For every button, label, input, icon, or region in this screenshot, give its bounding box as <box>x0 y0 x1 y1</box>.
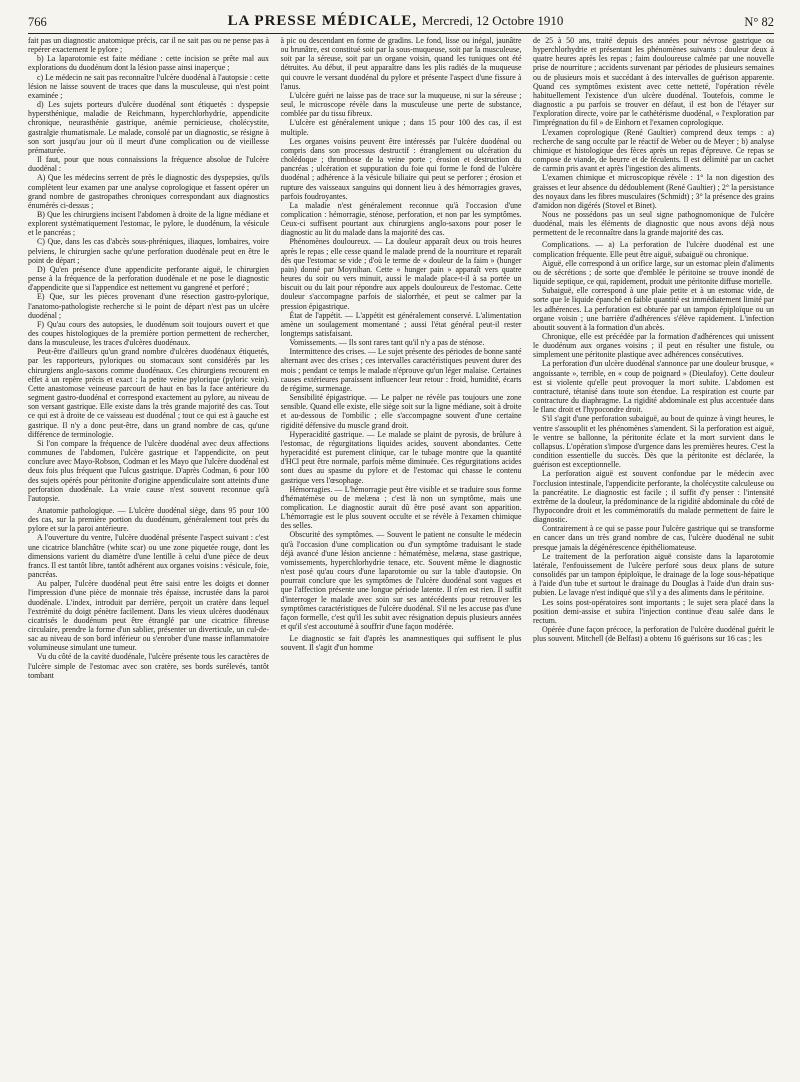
journal-masthead <box>228 13 564 30</box>
paragraph: Nous ne possédons pas un seul signe pathognomonique de l'ulcère duodénal, mais les éléments de diagnostic que nous avons déjà nous permettent de le reconnaître dans la grande majorité des cas. <box>533 209 774 238</box>
paragraph: F) Qu'au cours des autopsies, le duodénum soit toujours ouvert et que des coupes histologiques de la première portion permettent de rechercher, dans la musculeuse, les traces d'ulcères duodénaux. <box>28 319 269 348</box>
paragraph: L'ulcère est généralement unique ; dans 15 pour 100 des cas, il est multiple. <box>280 118 522 137</box>
paragraph: D) Qu'en présence d'une appendicite perforante aiguë, le chirurgien pense à la fréquence de la perforation duodénale et ne pose le diagnostic d'appendicite que si l'appendice est nettement vu gangrené et perforé ; <box>28 264 269 293</box>
paragraph: Il faut, pour que nous connaissions la fréquence absolue de l'ulcère duodénal : <box>28 155 269 174</box>
paragraph: Complications. — a) La perforation de l'ulcère duodénal est une complication fréquente. Elle peut être aiguë, subaiguë ou chronique. <box>533 240 774 259</box>
page-number: 766 <box>28 15 47 29</box>
article-columns <box>28 36 774 1074</box>
paragraph: Hyperacidité gastrique. — Le malade se plaint de pyrosis, de brûlure à l'estomac, de régurgitations liquides acides, souvent abondantes. Cette hyperacidité est purement clinique, car le tubage montre que la quantité d'HCl peut être normale, parfois même diminuée. Ces régurgitations acides sont dues au spasme du pylore et de l'estomac qui chasse le contenu gastrique vers l'œsophage. <box>280 429 522 485</box>
paragraph: Contrairement à ce qui se passe pour l'ulcère gastrique qui se transforme en cancer dans un très grand nombre de cas, l'ulcère duodénal ne subit presque jamais la dégénérescence épithéliomateuse. <box>533 524 774 552</box>
page-header <box>28 6 774 34</box>
journal-title: LA PRESSE MÉDICALE, <box>227 13 418 29</box>
paragraph: Les soins post-opératoires sont importants ; le sujet sera placé dans la position demi-assise et subira l'injection continue d'eau salée dans le rectum. <box>533 597 774 625</box>
paragraph: L'examen chimique et microscopique révèle : 1° la non digestion des graisses et leur absence du dédoublement (René Gaultier) ; 2° la persistance des noyaux dans les fibres musculaires (Schmidt) ; 3° la présence des grains d'amidon non digérés (Stovel et Binet). <box>533 173 774 210</box>
paragraph: c) Le médecin ne sait pas reconnaître l'ulcère duodénal à l'autopsie : cette lésion ne laisse souvent de traces que dans la musculeuse, qui n'est point examinée ; <box>28 72 269 100</box>
paragraph: Opérée d'une façon précoce, la perforation de l'ulcère duodénal guérit le plus souvent. Mitchell (de Belfast) a obtenu 16 guérisons sur 16 cas ; les <box>533 625 774 644</box>
paragraph: Intermittence des crises. — Le sujet présente des périodes de bonne santé alternant avec des crises ; ces intervalles caractéristiques peuvent durer des mois ; pendant ce temps le malade n'éprouve qu'un léger malaise. Certaines causes extérieures paraissent influencer leur retour : froid, humidité, écarts de régime, surmenage. <box>280 347 522 393</box>
paragraph: Au palper, l'ulcère duodénal peut être saisi entre les doigts et donner l'impression d'une pièce de monnaie très épaisse, incrustée dans la paroi duodénale. L'index, introduit par derrière, perçoit un cratère dans lequel l'extrémité du doigt pénètre facilement. Dans les vieux ulcères duodénaux cicatrisés le duodénum peut être étranglé par une cicatrice fibreuse circulaire, prendre la forme d'un sablier, présenter un diverticule, un cul-de-sac au niveau de son bord inférieur ou s'enrober d'une masse inflammatoire volumineuse simulant une tumeur. <box>28 579 269 653</box>
paragraph: La perforation aiguë est souvent confondue par le médecin avec l'occlusion intestinale, l'appendicite perforante, la cholécystite calculeuse ou la pancréatite. Le diagnostic est facile ; il suffit d'y penser : l'intensité extrême de la douleur, la prédominance de la rigidité abdominale du côté de l'hypocondre droit et les commémoratifs du malade permettent de faire le diagnostic. <box>533 469 774 525</box>
paragraph: E) Que, sur les pièces provenant d'une résection gastro-pylorique, l'anatomo-pathologiste recherche si le point de départ n'est pas un ulcère duodénal ; <box>28 292 269 320</box>
paragraph: Phénomènes douloureux. — La douleur apparaît deux ou trois heures après le repas ; elle cesse quand le malade prend de la nourriture et reparaît dès que l'estomac se vide ; d'où le terme de « douleur de la faim » (hunger pain) donné par Moynihan. Cette « hunger pain » apparaît vers quatre heures du soir ou vers minuit, aussi le malade place-t-il à sa portée un biscuit ou du lait pour répondre aux appels douloureux de l'estomac. Cette douleur s'accompagne parfois de sialorrhée, et peut se calmer par la pression épigastrique. <box>280 237 522 311</box>
paragraph: État de l'appétit. — L'appétit est généralement conservé. L'alimentation amène un soulagement momentané ; aussi l'état général peut-il rester longtemps satisfaisant. <box>280 310 522 338</box>
paragraph: L'examen coprologique (René Gaultier) comprend deux temps : a) recherche de sang occulte par le réactif de Weber ou de Meyer ; b) analyse chimique et histologique des fèces après un repas d'épreuve. Ce repas se compose de viande, de beurre et de féculents. Il est délimité par un cachet de carmin pris avant et après l'ingestion des aliments. <box>533 127 774 174</box>
paragraph: Vu du côté de la cavité duodénale, l'ulcère présente tous les caractères de l'ulcère simple de l'estomac avec son cratère, ses bords surélevés, tantôt tombant <box>28 652 269 680</box>
paragraph: L'ulcère guéri ne laisse pas de trace sur la muqueuse, ni sur la séreuse ; seul, le microscope révèle dans la musculeuse une perte de substance, comblée par du tissu fibreux. <box>280 90 522 119</box>
text-column-3 <box>533 36 774 1074</box>
paragraph: A) Que les médecins serrent de près le diagnostic des dyspepsies, qu'ils complètent leur examen par une analyse coprologique et fassent opérer un grand nombre de gastropathes chroniques correspondant aux diagnostics énumérés ci-dessus ; <box>28 173 269 210</box>
paragraph: à pic ou descendant en forme de gradins. Le fond, lisse ou inégal, jaunâtre ou brunâtre, est constitué soit par la sous-muqueuse, soit par la musculeuse, soit par la séreuse, soit par un organe voisin, quand les tuniques ont été détruites. Au début, il peut apparaître dans les plis radiés de la muqueuse qui couvre le versant duodénal du pylore et présente l'aspect d'une fissure à l'anus. <box>280 36 522 91</box>
paragraph: Les organes voisins peuvent être intéressés par l'ulcère duodénal ou compris dans son processus destructif : étranglement ou ulcération du cholédoque ; thrombose de la veine porte ; érosion et destruction du pancréas ; ulcération et suppuration du foie qui forme le fond de l'ulcère duodénal ; adhérence à la vésicule biliaire qui peut se perforer ; érosion et rupture des vaisseaux sanguins qui donnent lieu à des hémorragies graves, parfois foudroyantes. <box>280 136 522 201</box>
paragraph: Le traitement de la perforation aiguë consiste dans la laparotomie latérale, l'enfouissement de l'ulcère perforé sous deux plans de suture consolidés par un tampon épiploïque, le drainage de la loge sous-hépatique à l'aide d'un tube et surtout le drainage du Douglas à l'aide d'un drain sus-pubien. Le lavage n'est indiqué que s'il y a des aliments dans le péritoine. <box>533 551 774 598</box>
paragraph: Le diagnostic se fait d'après les anamnestiques qui suffisent le plus souvent. Il s'agit d'un homme <box>280 634 522 653</box>
issue-number: N° 82 <box>744 15 774 29</box>
paragraph: Peut-être d'ailleurs qu'un grand nombre d'ulcères duodénaux étiquetés, par les rapporteurs, pyloriques ou stomacaux sont considérés par les chirurgiens anglo-saxons comme duodénaux. Ces chirurgiens recourent en effet à un repère précis et exact : la petite veine pylorique (pyloric vein). Cette anastomose veineuse parcourt de haut en bas la face antérieure du segment gastro-duodénal et correspond exactement au pylore, au niveau de son versant gastrique. Elle existe dans la très grande majorité des cas. Tout ce qui est à droite de ce vaisseau est duodénal ; tout ce qui est à gauche est gastrique. Il n'y a donc peut-être, dans un grand nombre de cas, qu'une différence de terminologie. <box>28 347 269 439</box>
paragraph: A l'ouverture du ventre, l'ulcère duodénal présente l'aspect suivant : c'est une cicatrice blanchâtre (white scar) ou une zone piquetée rouge, dont les dimensions varient du diamètre d'une lentille à celui d'une pièce de deux francs. Il est tantôt libre, tantôt adhérent aux organes voisins : vésicule, foie, pancréas. <box>28 533 269 580</box>
text-column-1 <box>28 36 269 1074</box>
paragraph: Aiguë, elle correspond à un orifice large, sur un estomac plein d'aliments ou de sécrétions ; de sorte que d'emblée le péritoine se trouve inondé de liquide septique, ce qui, rapidement, produit une péritonite diffuse mortelle. <box>533 258 774 287</box>
paragraph: B) Que les chirurgiens incisent l'abdomen à droite de la ligne médiane et explorent systématiquement l'estomac, le pylore, le duodénum, la vésicule et le pancréas ; <box>28 209 269 238</box>
paragraph: C) Que, dans les cas d'abcès sous-phréniques, iliaques, lombaires, voire pelviens, le chirurgien sache qu'une perforation duodénale peut en être le point de départ ; <box>28 237 269 265</box>
paragraph: Subaiguë, elle correspond à une plaie petite et à un estomac vide, de sorte que le liquide épanché en faible quantité est immédiatement limité par les adhérences. La perforation est obturée par un tampon épiploïque ou un organe voisin ; une barrière d'adhérences s'élève rapidement. L'infection aboutit souvent à la formation d'un abcès. <box>533 286 774 332</box>
paragraph: Sensibilité épigastrique. — Le palper ne révèle pas toujours une zone sensible. Quand elle existe, elle siège soit sur la ligne médiane, soit à droite et au-dessous de l'ombilic ; elle s'accompagne souvent d'une certaine rigidité défensive du muscle grand droit. <box>280 393 522 430</box>
paragraph: Vomissements. — Ils sont rares tant qu'il n'y a pas de sténose. <box>289 338 485 348</box>
text-column-2 <box>281 36 522 1074</box>
paragraph: de 25 à 50 ans, traité depuis des années pour névrose gastrique ou hyperchlorhydrie et présentant les phénomènes suivants : douleur deux à quatre heures après les repas ; faim douloureuse calmée par une nouvelle prise de nourriture ; accidents survenant par périodes de plusieurs semaines ou de plusieurs mois et succédant à des intervalles de guérison apparente. Quand ces symptômes existent avec cette netteté, l'opération révèle habituellement l'existence d'un ulcère duodénal. Toutefois, comme le diagnostic a pu parfois se trouver en défaut, il est bon de l'étayer sur l'exploration directe, voire par le cathétérisme duodénal, « l'exploration par l'imprégnation du fil » de Einhorn et l'examen coprologique. <box>533 36 774 128</box>
paragraph: Hémorragies. — L'hémorragie peut être visible et se traduire sous forme d'hématémèse ou de melæna ; c'est là non un symptôme, mais une complication. Le diagnostic aurait dû être posé avant son apparition. L'hémorragie est le plus souvent occulte et se révèle à l'examen chimique des selles. <box>280 484 522 531</box>
paragraph: fait pas un diagnostic anatomique précis, car il ne sait pas ou ne pense pas à repérer exactement le pylore ; <box>28 36 269 55</box>
paragraph: d) Les sujets porteurs d'ulcère duodénal sont étiquetés : dyspepsie hypersthénique, maladie de Reichmann, hyperchlorhydrie, appendicite chronique, neurasthénie gastrique, anémie pernicieuse, cholécystite, gastralgie rhumatismale. Le malade, consolé par un diagnostic, se résigne à son sort jusqu'au jour où il meurt d'une complication ou de vieillesse prématurée. <box>28 100 269 155</box>
paragraph: La perforation d'un ulcère duodénal s'annonce par une douleur brusque, « angoissante », terrible, en « coup de poignard » (Dieulafoy). Cette douleur est si violente qu'elle peut provoquer la mort subite. L'abdomen est contracturé, tétanisé dans toute son étendue. La respiration est courte par contracture du diaphragme. La rigidité abdominale est plus accentuée dans le flanc droit et l'hypocondre droit. <box>533 359 774 415</box>
paragraph: La maladie n'est généralement reconnue qu'à l'occasion d'une complication : hémorragie, sténose, perforation, et non par les symptômes. Ceux-ci suffisent pourtant aux chirurgiens anglo-saxons pour poser le diagnostic au lit du malade dans la majorité des cas. <box>280 200 522 238</box>
issue-date: Mercredi, 12 Octobre 1910 <box>421 13 564 28</box>
paragraph: b) La laparotomie est faite médiane : cette incision se prête mal aux explorations du duodénum dont la lésion passe ainsi inaperçue ; <box>28 54 269 73</box>
paragraph: Obscurité des symptômes. — Souvent le patient ne consulte le médecin qu'à l'occasion d'une complication ou d'un symptôme traduisant le stade déjà avancé d'une lésion ancienne : hématémèse, melæna, stase gastrique, vomissements, hyperchlorhydrie tenace, etc. Souvent même le diagnostic n'est posé qu'au cours d'une laparotomie ou sur la table d'autopsie. On pourrait conclure que les symptômes de l'ulcère duodénal sont vagues et que l'affection présente une longue période latente. Il n'en est rien. Il suffit d'interroger le malade avec soin sur ses antécédents pour retrouver les symptômes caractéristiques de l'ulcère duodénal. S'il ne les accuse pas d'une façon formelle, c'est qu'il les subit avec résignation depuis plusieurs années et qu'il s'est accoutumé à souffrir d'une façon modérée. <box>280 530 522 631</box>
paragraph: Chronique, elle est précédée par la formation d'adhérences qui unissent le duodénum aux organes voisins ; il peut en résulter une fistule, ou simplement une péritonite plastique avec adhérences consécutives. <box>533 332 774 360</box>
paragraph: S'il s'agit d'une perforation subaiguë, au bout de quinze à vingt heures, le ventre s'assouplit et les phénomènes s'amendent. Si la perforation est aiguë, le ventre se ballonne, la péritonite éclate et la mort survient dans le collapsus. L'opération s'impose d'urgence dans les premières heures. C'est la condition essentielle du succès. Dès que la péritonite est déclarée, la guérison est exceptionnelle. <box>533 414 774 470</box>
paragraph: Anatomie pathologique. — L'ulcère duodénal siège, dans 95 pour 100 des cas, sur la première portion du duodénum, généralement tout près du pylore et sur la paroi antérieure. <box>28 505 269 534</box>
paragraph: Si l'on compare la fréquence de l'ulcère duodénal avec deux affections communes de l'abdomen, l'ulcère gastrique et l'appendicite, on peut conclure avec Mayo-Robson, Codman et les Mayo que l'ulcère duodénal est deux fois plus fréquent que l'ulcus gastrique. D'après Codman, 6 pour 100 des sujets opérés pour péritonite d'origine appendiculaire sont atteints d'une perforation duodénale. La vraie cause n'est souvent reconnue qu'à l'autopsie. <box>28 438 269 503</box>
